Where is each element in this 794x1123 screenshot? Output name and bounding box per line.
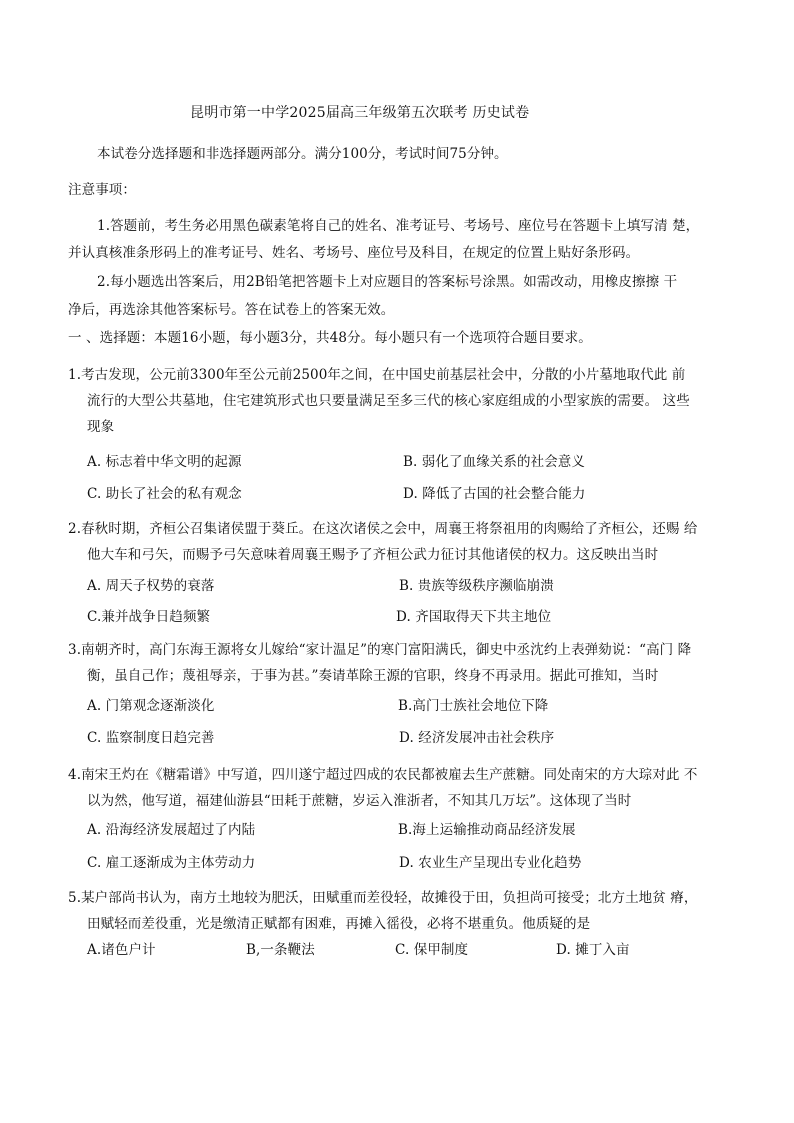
exam-intro: 本试卷分选择题和非选择题两部分。满分100分，考试时间75分钟。 <box>97 146 508 162</box>
question-5-option-a: A.诸色户计 <box>87 942 156 958</box>
question-2-option-b: B. 贵族等级秩序濒临崩溃 <box>399 578 554 594</box>
question-5-option-d: D. 摊丁入亩 <box>556 942 630 958</box>
question-1-option-c: C. 助长了社会的私有观念 <box>87 486 242 502</box>
question-5-line-1: 5.某户部尚书认为，南方土地较为肥沃，田赋重而差役轻，故摊役于田，负担尚可接受；北方土地贫 瘠， <box>68 890 698 906</box>
question-4-option-d: D. 农业生产呈现出专业化趋势 <box>399 855 582 871</box>
question-3-option-a: A. 门第观念逐渐淡化 <box>87 698 215 714</box>
question-4-line-1: 4.南宋王灼在《糖霜谱》中写道，四川遂宁超过四成的农民都被雇去生产蔗糖。同处南宋的方大琮对此 不 <box>68 767 698 783</box>
section-heading: 一 、选择题：本题16小题，每小题3分，共48分。每小题只有一个选项符合题目要求。 <box>68 330 592 346</box>
question-4-option-b: B.海上运输推动商品经济发展 <box>398 822 576 838</box>
notice-heading: 注意事项： <box>68 182 136 198</box>
question-4-option-c: C. 雇工逐渐成为主体劳动力 <box>87 855 256 871</box>
question-3-line-1: 3.南朝齐时，高门东海王源将女儿嫁给“家计温足”的寒门富阳满氏，御史中丞沈约上表弹劾说：“高门 降 <box>68 642 692 658</box>
question-3-option-c: C. 监察制度日趋完善 <box>87 730 215 746</box>
question-3-line-2: 衡，虽自己作；蔑祖辱亲，于事为甚。”奏请革除王源的官职，终身不再录用。据此可推知，当时 <box>87 668 659 684</box>
question-1-option-d: D. 降低了古国的社会整合能力 <box>403 486 586 502</box>
question-5-line-2: 田赋轻而差役重，光是缴清正赋都有困难，再摊入徭役，必将不堪重负。他质疑的是 <box>87 916 591 932</box>
question-3-option-b: B.高门士族社会地位下降 <box>398 698 549 714</box>
notice-item-2-line-2: 净后，再选涂其他答案标号。答在试卷上的答案无效。 <box>68 302 395 318</box>
question-5-option-b: B,一条鞭法 <box>246 942 315 958</box>
question-3-option-d: D. 经济发展冲击社会秩序 <box>399 730 555 746</box>
notice-item-2-line-1: 2.每小题选出答案后，用2B铅笔把答题卡上对应题目的答案标号涂黑。如需改动，用橡皮擦擦 干 <box>97 274 678 290</box>
question-2-option-c: C.兼并战争日趋频繁 <box>87 609 211 625</box>
question-2-option-d: D. 齐国取得天下共主地位 <box>396 609 552 625</box>
question-1-option-a: A. 标志着中华文明的起源 <box>87 454 242 470</box>
question-1-line-2: 流行的大型公共墓地，住宅建筑形式也只要量满足至多三代的核心家庭组成的小型家族的需要。 这些 <box>87 393 690 409</box>
question-1-option-b: B. 弱化了血缘关系的社会意义 <box>403 454 586 470</box>
question-2-option-a: A. 周天子权势的衰落 <box>87 578 215 594</box>
notice-item-1-line-2: 并认真核准条形码上的准考证号、姓名、考场号、座位号及科目，在规定的位置上贴好条形码。 <box>68 245 640 261</box>
question-2-line-2: 他大车和弓矢，而赐予弓矢意味着周襄王赐予了齐桓公武力征讨其他诸侯的权力。这反映出当时 <box>87 547 659 563</box>
question-4-option-a: A. 沿海经济发展超过了内陆 <box>87 822 256 838</box>
exam-title: 昆明市第一中学2025届高三年级第五次联考 历史试卷 <box>190 105 530 121</box>
question-1-line-1: 1.考古发现，公元前3300年至公元前2500年之间，在中国史前基层社会中，分散的小片墓地取代此 前 <box>68 367 686 383</box>
notice-item-1-line-1: 1.答题前，考生务必用黑色碳素笔将自己的姓名、准考证号、考场号、座位号在答题卡上填写清 楚， <box>97 218 700 234</box>
question-2-line-1: 2.春秋时期，齐桓公召集诸侯盟于葵丘。在这次诸侯之会中，周襄王将祭祖用的肉赐给了齐桓公，还赐 给 <box>68 521 698 537</box>
question-1-line-3: 现象 <box>87 419 115 435</box>
question-4-line-2: 以为然，他写道，福建仙游县“田耗于蔗糖，岁运入淮浙者，不知其几万坛”。这体现了当时 <box>87 793 632 809</box>
question-5-option-c: C. 保甲制度 <box>395 942 469 958</box>
